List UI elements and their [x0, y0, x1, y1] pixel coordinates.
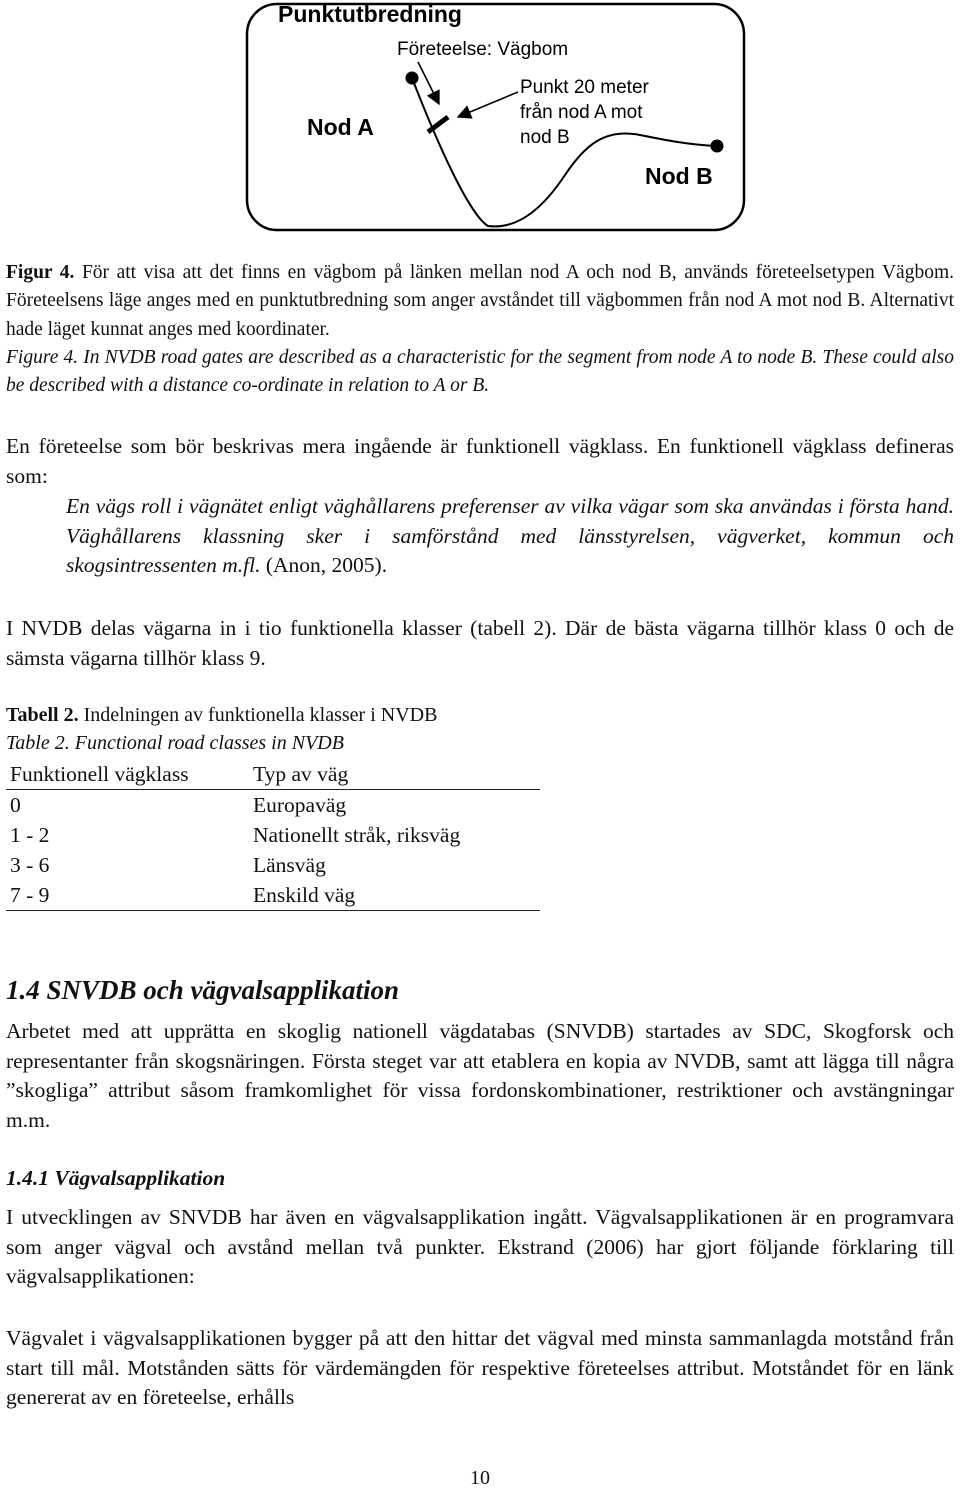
table-cell-class: 0	[10, 792, 21, 817]
table-cell-type: Enskild väg	[249, 880, 540, 911]
paragraph-snvdb: Arbetet med att upprätta en skoglig nationell vägdatabas (SNVDB) startades av SDC, Skogforsk och representanter från skogsnäringen. Första steget var att etablera en kopia av NVDB, samt att lägga till några ”skogliga” attribut såsom framkomlighet för vissa fordonskombinationer, restriktioner och avstängningar m.m.	[6, 1019, 954, 1132]
table-cell-class: 1 - 2	[10, 822, 50, 847]
functional-class-table	[6, 759, 540, 911]
section-heading: 1.4 SNVDB och vägvalsapplikation	[6, 975, 400, 1005]
definition-quote	[66, 492, 954, 581]
definition-quote-text: En vägs roll i vägnätet enligt väghållarens preferenser av vilka vägar som ska användas i första hand. Väghållarens klassning sker i samförstånd med länsstyrelsen, vägverket, kommun och skogsintressenten m.fl.	[66, 494, 954, 577]
table-cell-class: 3 - 6	[10, 852, 50, 877]
paragraph-route-choice: Vägvalet i vägvalsapplikationen bygger på att den hittar det vägval med minsta sammanlagda motstånd från start till mål. Motstånden sätts för värdemängden för respektive företeelses attribut. Motståndet för en länk genererat av en företeelse, erhålls	[6, 1326, 954, 1409]
table-row	[6, 790, 540, 821]
point-label-line3: nod B	[520, 127, 570, 148]
point-label-line1: Punkt 20 meter	[520, 77, 649, 98]
subsection-heading: 1.4.1 Vägvalsapplikation	[6, 1166, 226, 1190]
figure-caption-sv	[6, 259, 954, 344]
table-cell-type: Länsväg	[253, 852, 326, 877]
node-a-point	[406, 72, 419, 85]
table-caption-label: Tabell 2.	[6, 704, 79, 726]
diagram-title: Punktutbredning	[278, 1, 462, 27]
table-caption-text: Indelningen av funktionella klasser i NVDB	[78, 704, 438, 726]
feature-label: Företeelse: Vägbom	[397, 39, 569, 60]
table-cell-type: Nationellt stråk, riksväg	[253, 822, 461, 847]
node-b-point	[711, 140, 724, 153]
table-header-class: Funktionell vägklass	[6, 759, 249, 790]
node-b-label: Nod B	[645, 163, 713, 189]
page-number: 10	[470, 1467, 490, 1489]
paragraph-functional-class: En företeelse som bör beskrivas mera ingående är funktionell vägklass. En funktionell vägklass defineras som:	[6, 434, 954, 488]
figure-caption-en: Figure 4. In NVDB road gates are described as a characteristic for the segment from node A to node B. These could also be described with a distance co-ordinate in relation to A or B.	[6, 347, 954, 397]
table-header-row	[6, 759, 540, 790]
table-cell-class: 7 - 9	[6, 880, 249, 911]
table-cell-type: Europaväg	[253, 792, 347, 817]
table-header-type: Typ av väg	[249, 759, 540, 790]
table-row	[6, 880, 540, 911]
node-a-label: Nod A	[307, 114, 374, 140]
table-caption-en: Table 2. Functional road classes in NVDB	[6, 732, 344, 754]
paragraph-nvdb-classes: I NVDB delas vägarna in i tio funktionella klasser (tabell 2). Där de bästa vägarna tillhör klass 0 och de sämsta vägarna tillhör klass 9.	[6, 616, 954, 670]
definition-quote-source: (Anon, 2005).	[260, 553, 388, 577]
paragraph-application-intro: I utvecklingen av SNVDB har även en vägvalsapplikation ingått. Vägvalsapplikationen är en programvara som anger vägval och avstånd mellan två punkter. Ekstrand (2006) har gjort följande förklaring till vägvalsapplikationen:	[6, 1205, 954, 1288]
table-row	[6, 850, 540, 880]
table-caption-sv	[6, 704, 437, 727]
figure-4-diagram	[0, 0, 960, 240]
table-row	[6, 820, 540, 850]
figure-caption-label: Figur 4.	[6, 262, 75, 283]
point-label-line2: från nod A mot	[520, 102, 643, 123]
figure-caption-text: För att visa att det finns en vägbom på länken mellan nod A och nod B, används företeelsetypen Vägbom. Företeelsens läge anges med en punktutbredning som anger avståndet till vägbommen från nod A mot nod B. Alternativt hade läget kunnat anges med koordinater.	[6, 262, 954, 340]
